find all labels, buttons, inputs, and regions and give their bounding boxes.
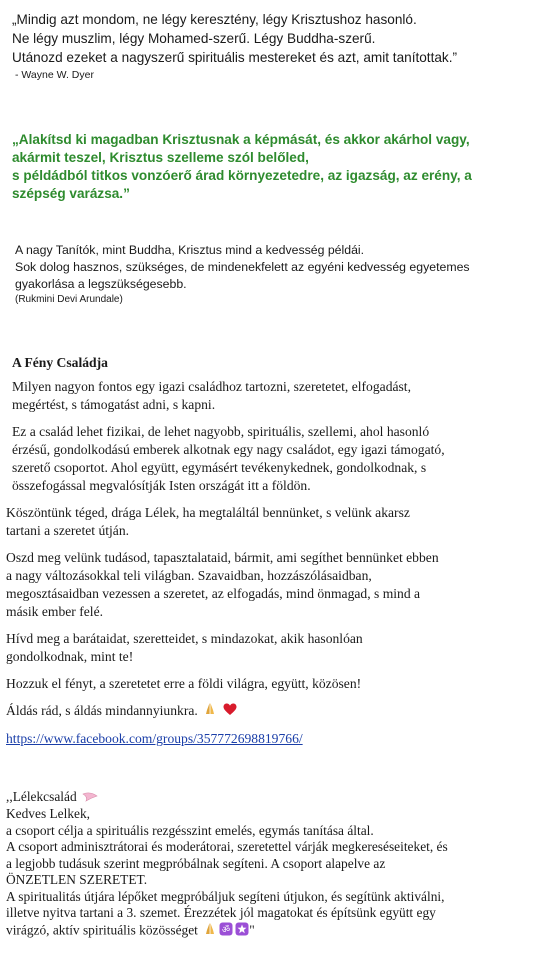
folded-hands-icon: [203, 702, 217, 721]
paragraph-line: szerető csoportot. Ahol együtt, egymásért tevékenykednek, gondolkodnak, s: [12, 460, 427, 475]
family-paragraph: [6, 549, 539, 621]
paragraph-line: másik ember felé.: [6, 604, 104, 619]
soul-line: Kedves Lelkek,: [6, 806, 91, 822]
quote-christ-green: [12, 131, 539, 203]
paragraph-line: megértést, s támogatást adni, s kapni.: [12, 397, 216, 412]
quote-wayne-dyer: [12, 10, 539, 83]
quote3-line: A nagy Tanítók, mint Buddha, Krisztus mind a kedvesség példái.: [15, 243, 365, 257]
soul-family-section: [6, 789, 539, 940]
quote-rukmini: [15, 242, 539, 307]
family-paragraph: [6, 504, 539, 540]
blessing-line: [6, 702, 539, 721]
paragraph-line: a nagy változásokkal teli világban. Szavaidban, hozzászólásaidban,: [6, 568, 372, 583]
paragraph-line: érzésű, gondolkodású emberek alkotnak egy nagy családot, egy igazi támogató,: [12, 442, 445, 457]
family-paragraph: [12, 423, 539, 495]
family-paragraph: [6, 730, 539, 748]
purple-star-icon: [235, 922, 249, 941]
section-title: A Fény Családja: [12, 355, 108, 370]
paragraph-line: Oszd meg velünk tudásod, tapasztalataid, bármit, ami segíthet bennünket ebben: [6, 550, 439, 565]
quote3-line: gyakorlása a legszükségesebb.: [15, 277, 187, 291]
paragraph-line: Milyen nagyon fontos egy igazi családhoz tartozni, szeretetet, elfogadást,: [12, 379, 411, 394]
quote2-line: „Alakítsd ki magadban Krisztusnak a képmását, és akkor akárhol vagy,: [12, 132, 470, 147]
paragraph-line: összefogással megvalósítják Isten országát itt a földön.: [12, 478, 311, 493]
folded-hands-icon: [203, 922, 217, 941]
family-paragraph: [6, 702, 539, 721]
paragraph-line: Hívd meg a barátaidat, szeretteidet, s mindazokat, akik hasonlóan: [6, 631, 363, 646]
soul-last-line: [6, 922, 539, 941]
soul-line: illetve nyitva tartani a 3. szemet. Érezzétek jól magatokat és építsünk együtt egy: [6, 905, 436, 921]
soul-line: a csoport célja a spirituális rezgésszint emelés, egymás tanítása által.: [6, 822, 374, 838]
red-heart-icon: [223, 703, 237, 721]
om-symbol-icon: [219, 922, 233, 941]
closing-quote: ": [249, 922, 255, 937]
paragraph-line: Köszöntünk téged, drága Lélek, ha megtaláltál bennünket, s velünk akarsz: [6, 505, 410, 520]
quote2-line: szépség varázsa.”: [12, 186, 130, 201]
light-family-section: [6, 354, 539, 757]
quote2-line: akármit teszel, Krisztus szelleme szól belőled,: [12, 150, 309, 165]
quote3-line: Sok dolog hasznos, szükséges, de mindenekfelett az egyéni kedvesség egyetemes: [15, 260, 470, 274]
paragraph-line: gondolkodnak, mint te!: [6, 649, 134, 664]
soul-line: a legjobb tudásuk szerint megpróbálnak segíteni. A csoport alapelve az: [6, 855, 386, 871]
facebook-group-link[interactable]: https://www.facebook.com/groups/357772698819766/: [6, 731, 303, 747]
paragraph-line: tartani a szeretet útján.: [6, 523, 130, 538]
pink-ribbon-icon: [82, 790, 98, 807]
quote2-line: s példádból titkos vonzóerő árad környezetedre, az igazság, az erény, a: [12, 168, 472, 183]
paragraph-line: Hozzuk el fényt, a szeretetet erre a földi világra, együtt, közösen!: [6, 676, 362, 691]
soul-line: A spiritualitás útjára lépőket megpróbáljuk segíteni útjukon, és segítünk aktiválni,: [6, 888, 445, 904]
family-paragraph: [6, 630, 539, 666]
quote1-line: „Mindig azt mondom, ne légy keresztény, légy Krisztushoz hasonló.: [12, 12, 417, 27]
paragraph-line: megosztásaidban vezessen a szeretet, az elfogadás, mind önmagad, s mind a: [6, 586, 421, 601]
paragraph-line: Ez a család lehet fizikai, de lehet nagyobb, spirituális, szellemi, ahol hasonló: [12, 424, 430, 439]
quote1-line: Utánozd ezeket a nagyszerű spirituális mestereket és azt, amit tanítottak.”: [12, 50, 458, 65]
soul-line: ÖNZETLEN SZERETET.: [6, 872, 148, 888]
soul-title-line: [6, 789, 539, 806]
soul-line: virágzó, aktív spirituális közösséget: [6, 922, 198, 937]
quote1-line: Ne légy muszlim, légy Mohamed-szerű. Légy Buddha-szerű.: [12, 31, 376, 46]
family-paragraph: [6, 675, 539, 693]
family-paragraph: [12, 378, 539, 414]
quote1-author: - Wayne W. Dyer: [15, 69, 94, 81]
quote3-source: (Rukmini Devi Arundale): [15, 294, 123, 305]
svg-text:ॐ: ॐ: [222, 925, 231, 936]
blessing-text: Áldás rád, s áldás mindannyiunkra.: [6, 703, 198, 718]
soul-title: ,,Lélekcsalád: [6, 789, 77, 804]
soul-line: A csoport adminisztrátorai és moderátorai, szeretettel várják megkereséseiteket, és: [6, 839, 448, 855]
